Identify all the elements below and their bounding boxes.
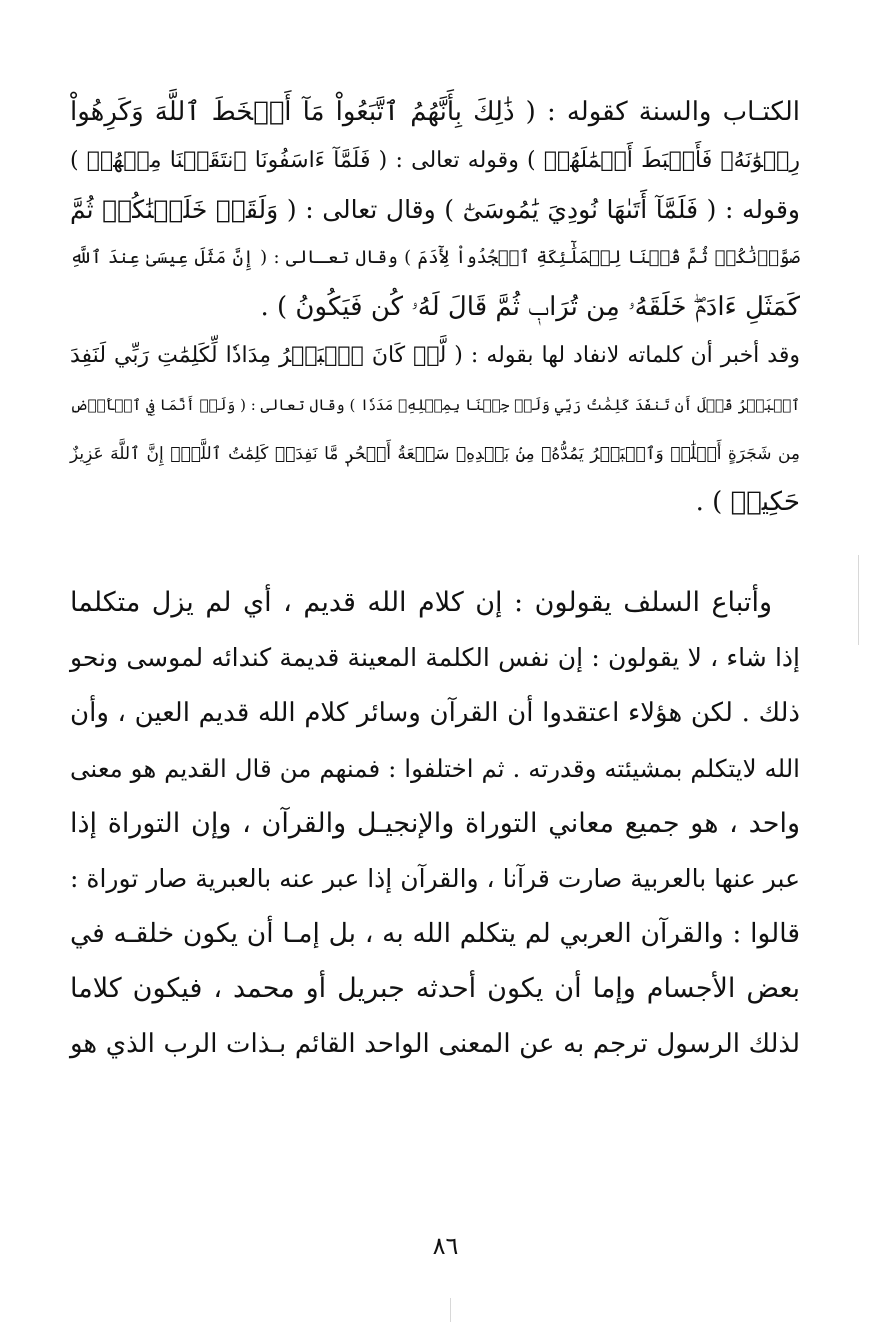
text-line: قالوا : والقرآن العربي لم يتكلم الله به ، بل إمـا أن يكون خلقـه في bbox=[70, 918, 800, 950]
text-line: بعض الأجسام وإما أن يكون أحدثه جبريل أو محمد ، فيكون كلاما bbox=[70, 973, 800, 1005]
text-line: رِضۡوَٰنَهُۥ فَأَحۡبَطَ أَعۡمَٰلَهُمۡ ) وقوله تعالى : ( فَلَمَّآ ءَاسَفُونَا ٱنتَقَمۡنَا مِنۡهُمۡ ) bbox=[70, 147, 800, 173]
text-line: مِن شَجَرَةٍ أَقۡلَٰمٞ وَٱلۡبَحۡرُ يَمُدُّهُۥ مِنۢ بَعۡدِهِۦ سَبۡعَةُ أَبۡحُرٖ مَّا نَفِدَتۡ كَلِمَٰتُ ٱللَّهِۚ إِنَّ ٱللَّهَ عَزِيزٌ bbox=[70, 443, 800, 464]
text-line: صَوَّرۡنَٰكُمۡ ثُمَّ قُلۡنَا لِلۡمَلَٰٓئِكَةِ ٱسۡجُدُواْ لِأٓدَمَ ) وقال تعـالى : ( إِنَّ مَثَلَ عِيسَىٰ عِندَ ٱللَّهِ bbox=[70, 247, 800, 269]
text-line: وقد أخبر أن كلماته لانفاد لها بقوله : ( لَّوۡ كَانَ ٱلۡبَحۡرُ مِدَادٗا لِّكَلِمَٰتِ رَبِّي لَنَفِدَ bbox=[70, 342, 800, 368]
text-line: عبر عنها بالعربية صارت قرآنا ، والقرآن إذا عبر عنه بالعبرية صار توراة : bbox=[70, 864, 800, 894]
scan-edge-mark bbox=[450, 1298, 451, 1322]
page-number: ٨٦ bbox=[432, 1232, 459, 1260]
text-line: الله لايتكلم بمشيئته وقدرته . ثم اختلفوا : فمنهم من قال القديم هو معنى bbox=[70, 753, 800, 783]
text-line: إذا شاء ، لا يقولون : إن نفس الكلمة المعينة قديمة كندائه لموسى ونحو bbox=[70, 643, 800, 673]
text-line: حَكِيمٞ ) . bbox=[695, 487, 800, 518]
quran-citation-block bbox=[70, 88, 800, 527]
text-line: ذلك . لكن هؤلاء اعتقدوا أن القرآن وسائر كلام الله قديم العين ، وأن bbox=[70, 697, 800, 728]
text-line: وأتباع السلف يقولون : إن كلام الله قديم ، أي لم يزل متكلما bbox=[70, 587, 772, 619]
text-line: ٱلۡبَحۡرُ قَبۡلَ أَن تَنفَدَ كَلِمَٰتُ رَبِّي وَلَوۡ جِئۡنَا بِمِثۡلِهِۦ مَدَدٗا ) وقال تعالى : ( وَلَوۡ أَنَّمَا فِي ٱلۡأَرۡضِ bbox=[70, 395, 800, 414]
prose-paragraph bbox=[70, 575, 800, 1072]
page-body bbox=[70, 88, 800, 1072]
text-line: وقوله : ( فَلَمَّآ أَتَىٰهَا نُودِيَ يَٰمُوسَىٰٓ ) وقال تعالى : ( وَلَقَدۡ خَلَقۡنَٰكُمۡ ثُمَّ bbox=[70, 194, 800, 224]
paragraph-gap bbox=[70, 527, 800, 575]
text-line: كَمَثَلِ ءَادَمَۖ خَلَقَهُۥ مِن تُرَابٖ ثُمَّ قَالَ لَهُۥ كُن فَيَكُونُ ) . bbox=[260, 292, 800, 323]
text-line: الكتـاب والسنة كقوله : ( ذَٰلِكَ بِأَنَّهُمُ ٱتَّبَعُواْ مَآ أَسۡخَطَ ٱللَّهَ وَكَرِهُواْ bbox=[70, 97, 800, 127]
text-line: واحد ، هو جميع معاني التوراة والإنجيـل والقرآن ، وإن التوراة إذا bbox=[70, 807, 800, 839]
text-line: لذلك الرسول ترجم به عن المعنى الواحد القائم بـذات الرب الذي هو bbox=[70, 1028, 800, 1059]
scan-edge-mark bbox=[858, 555, 859, 645]
